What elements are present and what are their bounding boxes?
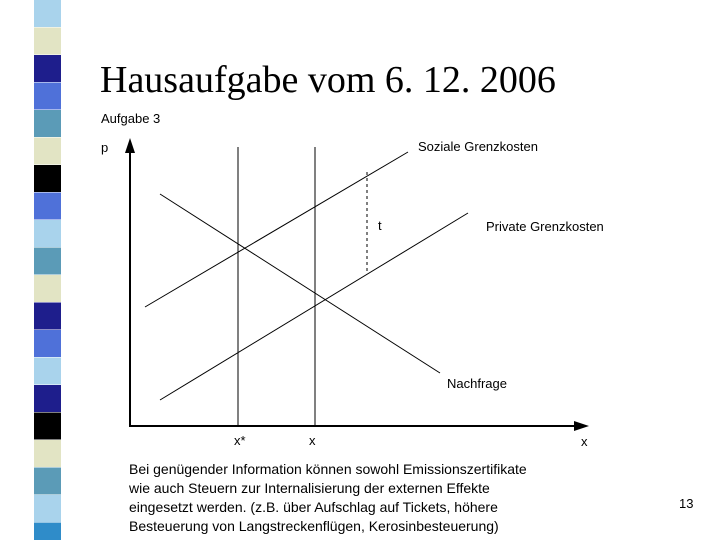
x-star-label: x*	[234, 433, 246, 448]
demand-label: Nachfrage	[447, 376, 507, 391]
caption-line: Bei genügender Information können sowohl Emissionszertifikate	[129, 461, 527, 477]
private-cost-curve	[160, 213, 468, 400]
y-axis-label: p	[101, 140, 109, 155]
caption-line: eingesetzt werden. (z.B. über Aufschlag auf Tickets, höhere	[129, 499, 498, 515]
caption-line: wie auch Steuern zur Internalisierung der externen Effekte	[129, 480, 490, 496]
caption-line: Besteuerung von Langstreckenflügen, Kerosinbesteuerung)	[129, 518, 499, 534]
slide-subtitle: Aufgabe 3	[101, 111, 161, 126]
x-market-label: x	[309, 433, 316, 448]
tax-label: t	[378, 218, 382, 233]
social-cost-label: Soziale Grenzkosten	[418, 139, 538, 154]
y-axis-arrow	[125, 138, 135, 153]
slide-title: Hausaufgabe vom 6. 12. 2006	[100, 59, 556, 101]
private-cost-label: Private Grenzkosten	[486, 219, 604, 234]
caption-text	[129, 460, 599, 536]
x-axis-label: x	[581, 434, 588, 449]
social-cost-curve	[145, 152, 408, 307]
demand-curve	[160, 194, 440, 373]
page-number: 13	[679, 496, 694, 511]
x-axis-arrow	[574, 421, 589, 431]
